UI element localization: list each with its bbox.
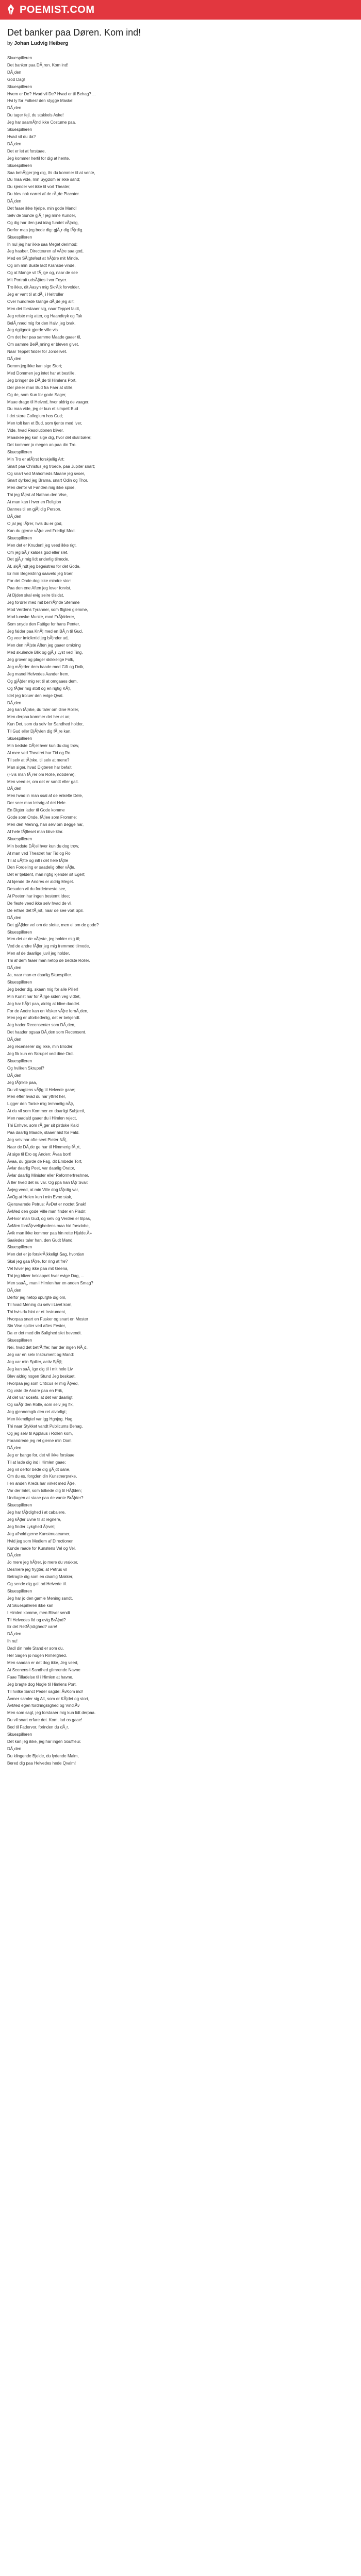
- poem-line: Og gjÃ¦der mig ret til at omgaaes dem,: [7, 679, 78, 684]
- poem-line: Og at Mange vil fÃ¸lge og, naar de see: [7, 270, 78, 276]
- poem-line: Jeg bragte dog Nogle til Himlens Port,: [7, 1682, 77, 1687]
- poem-line: Desmere jeg frygter, at Petrus vil: [7, 1567, 68, 1572]
- poem-line: Her Sagen jo nogen Rimelighed.: [7, 1653, 67, 1658]
- poem-line: Nei, hvad det betrÃ¦ffer, har der ingen NÃ¸d,: [7, 1345, 88, 1350]
- poem-line: Jeg bringer de DÃ¸de til Himlens Port,: [7, 378, 77, 383]
- poem-line: Ãvaa, du gjorde de Fag, dit Embede Tort,: [7, 1159, 83, 1164]
- poem-line: DÃ¸den: [7, 1287, 22, 1293]
- poem-line: Jeg fordrer med mit ber?Ã¦nde Stemme: [7, 600, 80, 605]
- poem-line: Gjensvarede Petrus: ÃvDet er noctet Snak!: [7, 1202, 86, 1207]
- poem-line: Gode som Onde, fÃ¦lee som Fromme;: [7, 815, 77, 820]
- poem-line: Men hvad in man ssal af de enkelte Dele,: [7, 793, 83, 799]
- poem-line: Derfor jeg netop spurgte dig om,: [7, 1295, 67, 1300]
- poem-line: Al mee ved Theatret har Tid og Ro.: [7, 750, 72, 755]
- poem-line: En Digter lader til Gode komme: [7, 808, 65, 813]
- poem-line: Og viste de Andre paa en Prik,: [7, 1388, 63, 1393]
- poem-line: Dadl din hele Stand er som du,: [7, 1646, 64, 1651]
- poem-line: Thi jeg fÃ¦rst af Nathan den Vise,: [7, 493, 68, 498]
- poem-line: ÃvHvor man Gud, og selv og Verden er tilpas,: [7, 1216, 91, 1221]
- poem-line: Skuespilleren: [7, 234, 32, 240]
- author-link[interactable]: Johan Ludvig Heiberg: [14, 41, 69, 46]
- poem-line: Saaledes taler han, den Gudt Mand.: [7, 1238, 74, 1243]
- poem-line: Men den Mening, han selv om Begge har,: [7, 822, 84, 827]
- poem-line: Det faaer ikke hjelpe, min gode Mand!: [7, 206, 77, 211]
- poem-line: Jeg manel Helvedes Aander frem,: [7, 671, 70, 676]
- poem-line: Ved de andre fÃ¦ler jeg mig fremmed tilmode,: [7, 944, 90, 949]
- poem-line: Jeg har jo den gamle Mening sandt,: [7, 1596, 73, 1601]
- poem-line: Maaskee jeg kan sige dig, hvor det skal bære;: [7, 435, 92, 440]
- poem-line: DÃ¸den: [7, 514, 22, 519]
- poem-line: Og om min Buste ladt Kransbe vinde,: [7, 263, 76, 268]
- poem-line: Ligger den Tanke mig temmelig nÃ¦r,: [7, 1101, 74, 1107]
- poem-line: Jeg grover og plager skikkelige Folk,: [7, 657, 74, 663]
- poem-line: Men derpaa kommer det her ei an;: [7, 715, 71, 720]
- poem-line: Skuespilleren: [7, 836, 32, 841]
- poem-line: DÃ¸den: [7, 786, 22, 791]
- poem-line: Ãvlar daarlig Poet, var daarlig Orator,: [7, 1166, 75, 1171]
- poem-line: Jeg har saamÃ¦nd ikke Costume paa.: [7, 120, 76, 125]
- poem-line: Hvad vil du da?: [7, 134, 36, 139]
- poem-line: Jo mere jeg hÃ¦rer, jo mere du vrakker,: [7, 1560, 78, 1565]
- poem-line: Skuespilleren: [7, 535, 32, 540]
- poem-line: Vide, hvad Resolutionen bliver.: [7, 428, 64, 433]
- poem-line: Med skulende Blik og gjÃ¸r Lyst ved Ting,: [7, 650, 83, 655]
- poem-line: Men veed er, om det er sandt eller galt.: [7, 779, 79, 784]
- poem-line: Men som sagt, jeg forstaaer mig kun lidt derpaa.: [7, 1710, 96, 1716]
- poem-line: Derom jeg ikke kan sige Stort;: [7, 363, 62, 368]
- poem-line: At kjende de Andres er aldrig Meget.: [7, 879, 74, 885]
- poem-line: At man ved Theatret har Tid og Ro: [7, 851, 71, 856]
- pen-nib-icon[interactable]: [5, 3, 17, 17]
- poem-line: Ãvlar daarlig Minister eller Reformerfreshner,: [7, 1173, 89, 1178]
- poem-line: DÃ¸den: [7, 199, 22, 204]
- poem-line: Jeg finder Lykghed Ã¦rvel;: [7, 1524, 55, 1529]
- poem-line: Og veer imidlertid jeg bÃ¦nder ud,: [7, 636, 69, 641]
- poem-line: Kunde raade for Kunstens Vel og Vel.: [7, 1546, 76, 1551]
- poem-line: Idet jeg troluer den evige Qval.: [7, 693, 63, 698]
- poem-line: Af hele fÃ¦lleset man blive klar.: [7, 829, 63, 834]
- poem-line: Er min Begeistring saaveld jeg troer,: [7, 571, 74, 577]
- poem-line: Forandrede jeg ret gierne min Dom.: [7, 1438, 73, 1443]
- poem-line: Jeg selv har ofte seet Pieter NÃ¦,: [7, 1137, 68, 1142]
- byline: [7, 40, 354, 47]
- poem-line: Ã ller hved det nu var. Og ppa han fÃ¦r Svar:: [7, 1180, 88, 1185]
- poem-line: Mod lumske Munke, mod FrÃ¦dderer,: [7, 614, 75, 619]
- poem-line: Ãvmer samler sig Alt, som er KÃ¦det og stort,: [7, 1696, 90, 1701]
- poem-content: [7, 27, 354, 1767]
- poem-line: At, skjÃ¸ndt jeg begeistres for det Gode,: [7, 564, 80, 569]
- poem-line: De fleste veed ikke selv hvad de vil,: [7, 901, 73, 906]
- poem-line: For de Andre kan en Visker vÃ¦re fornÃ¸den,: [7, 1008, 89, 1013]
- poem-line: Skuespilleren: [7, 56, 32, 60]
- poem-line: Jeg er bange for, det vil ikke forslaae: [7, 1452, 75, 1458]
- poem-line: Betragte dig som en daarlig Makker,: [7, 1574, 74, 1580]
- poem-line: Naar de DÃ¸de ge har til Himmerig fÃ¸rt,: [7, 1144, 81, 1149]
- poem-line: Jeg mÃ¦rder dem baade med Gift og Dolk,: [7, 665, 85, 670]
- poem-line: Paa daarlig Maade, staaer hist for Fald.: [7, 1130, 80, 1135]
- poem-line: Jeg har hÃ¦rt paa, aldrig at blive daddet.: [7, 1001, 80, 1006]
- poem-line: Den Fordeling er saadelig ofter vÃ¦le,: [7, 865, 75, 870]
- poem-line: I Himlen komme, men Bliver sendt: [7, 1610, 70, 1615]
- poem-line: Naar Teppet falder for Jordelivet.: [7, 349, 67, 354]
- poem-line: Saa behÃ¦ger jeg dig, thi du kommer til at vente,: [7, 170, 95, 175]
- poem-line: Skuespilleren: [7, 1338, 32, 1343]
- poem-line: Min Kunst har for Ã¦rge siden veg vidtet,: [7, 994, 81, 999]
- poem-line: For det Onde dog ikke mindre stor:: [7, 579, 71, 584]
- poem-line: ÃvMed egen fordringslighed og Vind.Ãv: [7, 1703, 80, 1708]
- poem-line: Jeg kommer hertil for dig at hente.: [7, 156, 70, 161]
- poem-line: Skuespilleren: [7, 1058, 32, 1063]
- poem-line: Om det her paa samme Maade gaaer til,: [7, 335, 81, 340]
- poem-body: [7, 55, 354, 1767]
- poem-line: Men det er de vÃ¦rste, jeg holder mig til;: [7, 937, 80, 942]
- poem-line: Og fÃ¦ler mig stolt og en rigtig KÃ¦l,: [7, 686, 72, 691]
- poem-line: Og snart ved Mahomeds Maane jeg svoer,: [7, 471, 85, 476]
- poem-line: God Dag!: [7, 77, 25, 82]
- poem-line: Og jeg selv til Applaus i Rollen kom,: [7, 1431, 73, 1436]
- poem-line: DÃ¸den: [7, 1746, 22, 1751]
- poem-line: Var der Intet, som tolkede dig til HÃ¦lden;: [7, 1488, 82, 1494]
- poem-line: At du vil som Kommer en daarligt Subjecti,: [7, 1109, 85, 1114]
- poem-line: Det gjÃ¦lder vel om de slette, men ei om de gode?: [7, 922, 99, 927]
- poem-line: At Skuespilleren ikke kan: [7, 1603, 54, 1608]
- poem-line: Jeg er vant til at dÃ¸ i Heltroller: [7, 292, 64, 297]
- poem-line: Det er let at forstaae,: [7, 148, 46, 154]
- poem-line: Er det RetfÃ¦rdighed? vare!: [7, 1624, 57, 1630]
- poem-line: Hvem er De? Hvad vil De? Hvad er til Behag? ...: [7, 91, 96, 96]
- poem-line: Bered dig paa Helvedes hede Qvalm!: [7, 1760, 76, 1766]
- poem-line: Desuden vil du fordetmeste see,: [7, 887, 67, 892]
- poem-line: Men af de daarlige juvil jeg holder,: [7, 951, 70, 956]
- poem-line: Bed til Fadervor, forinden du dÃ¸r.: [7, 1725, 69, 1730]
- poem-line: BelÃ¸nned mig for den Halv, jeg brak.: [7, 320, 76, 326]
- poem-line: DÃ¸den: [7, 141, 22, 146]
- poem-line: Skuespilleren: [7, 449, 32, 454]
- poem-line: Jeg falder paa KnÃ¦ med en BÃ¸n til Gud,: [7, 629, 83, 634]
- poem-line: Jeg haaber, Directeuren af vÃ¦re saa god,: [7, 249, 84, 254]
- poem-line: Jeg var min Spiller, activ SjÃ¦l;: [7, 1359, 63, 1364]
- poem-line: Hvorpaa snart en Fusker og snart en Mester: [7, 1316, 88, 1321]
- poem-line: Men saadan er det dog ikke, Jeg veed,: [7, 1660, 78, 1665]
- poem-line: Til at lade dig ind i Himlen gaae;: [7, 1460, 66, 1465]
- poem-line: Du tager fejl, du stakkels Aske!: [7, 113, 64, 118]
- poem-line: Kan du gjerne vÃ¦re ved Fredigt Mod.: [7, 528, 76, 533]
- poem-line: Jeg rigtignok gjorde ville vis: [7, 328, 58, 333]
- poem-line: Skuespilleren: [7, 1732, 32, 1737]
- poem-line: Snart dyrked jeg Brama, snart Odin og Thor.: [7, 478, 88, 483]
- poem-line: DÃ¸den: [7, 1553, 22, 1558]
- poem-line: Hvorpaa jeg som Criticus er mig Ã¦ved,: [7, 1381, 79, 1386]
- poem-line: Om samme BelÃ¸nning er bleven givet,: [7, 342, 79, 347]
- poem-line: Man siger, hvad Digteren har befalt,: [7, 765, 73, 770]
- poem-line: Sin Vise spiller ved aftes Fester,: [7, 1324, 66, 1329]
- poem-line: Da er det med din Salighed slet bevendt.: [7, 1331, 82, 1336]
- poem-line: Min bedste DÃ¦el hver kun du dog trow,: [7, 843, 79, 849]
- poem-line: Det kommer jo megen an paa din Tro.: [7, 442, 77, 447]
- poem-line: Vel tviver jeg ikke paa mit Geena,: [7, 1266, 69, 1272]
- poem-line: Skal jeg gaa fÃ¦re, for ring at fre?: [7, 1259, 68, 1264]
- poem-line: DÃ¸den: [7, 1632, 22, 1637]
- poem-line: Det haader ogsaa DÃ¸den som Recensent.: [7, 1030, 86, 1035]
- poem-line: Skuespilleren: [7, 929, 32, 935]
- poem-line: Og hvilken Skrupel?: [7, 1065, 44, 1071]
- poem-line: Jeg recenserer dig ikke, min Broder;: [7, 1044, 74, 1049]
- poem-line: Thi naar Stykket vandt Publicums Behag,: [7, 1424, 83, 1429]
- poem-line: I en anden Kreds har virket med Ã¦re,: [7, 1481, 76, 1486]
- poem-line: Ja, naar man er daarlig Skuespiller.: [7, 973, 72, 977]
- poem-line: Der seer man letsrig af det Hele.: [7, 801, 67, 806]
- poem-line: Til Gud eller DjÃ¦vlen dig fÃ¸re kan.: [7, 729, 72, 734]
- poem-line: Hvid jeg som Medlem af Directionen: [7, 1538, 74, 1544]
- poem-line: Men det er jo forskrÃ¦kkeligt Sag, hvordan: [7, 1252, 84, 1257]
- poem-line: Der pleier man Bud fra Faer at stille,: [7, 385, 74, 390]
- poem-line: Skuespilleren: [7, 1245, 32, 1250]
- poem-line: Det er tjeldent, man rigtig kjender sit Egert;: [7, 872, 86, 877]
- poem-line: Og sende dig galt ad Helvede til.: [7, 1582, 67, 1587]
- poem-line: Skuespilleren: [7, 127, 32, 132]
- poem-line: Det banker paa DÃ¸ren. Kom ind!: [7, 62, 69, 67]
- poem-line: Dannes til en gjÃ¦ldig Person.: [7, 507, 61, 512]
- poem-line: Blev aldrig nogen Stund Jeg beskuet,: [7, 1374, 76, 1379]
- poem-line: Skuespilleren: [7, 1503, 32, 1508]
- poem-line: Skuespilleren: [7, 1588, 32, 1594]
- poem-line: Du vil sagtens vÃ¦lg til Helvede gaae;: [7, 1087, 75, 1092]
- poem-line: Faae Tilladelse til i Himlen at havne,: [7, 1674, 74, 1680]
- poem-line: Men det er Knuden! jeg veed ikke rigt,: [7, 543, 77, 548]
- poem-line: (Hvis man fÃ¸rer om Rolle, nobdene),: [7, 772, 76, 777]
- byline-prefix: by: [7, 41, 13, 46]
- poem-line: Jeg kÃ¦ler Evne til at regnere,: [7, 1517, 61, 1522]
- poem-line: Mod Verdens Tyranner, som ffigten glemme,: [7, 607, 88, 612]
- poem-line: Thi Enhver, som rÃ¸ger sit pirdske Kald: [7, 1123, 79, 1128]
- poem-line: Maae drage til Helved, hvor aldrig de vaager.: [7, 399, 90, 404]
- poem-line: Jeg gjennemgik den ret alvorligt;: [7, 1410, 67, 1415]
- site-logo-text[interactable]: POEMIST.COM: [20, 4, 95, 15]
- poem-line: Men efter hvad du har yttret her,: [7, 1094, 66, 1099]
- poem-line: Jeg afhold gerne Kunstmuaeumer,: [7, 1531, 71, 1536]
- poem-line: Men tolt kan et Bud, som tjente med Iver,: [7, 421, 83, 426]
- poem-line: At sige til Ero og Anden: Ãvaa bort!: [7, 1151, 72, 1157]
- poem-line: Til Helvedes Ild og evig BrÃ¦nd?: [7, 1617, 66, 1622]
- poem-line: Jeg reiste mig atter, og Haandtryk og Tak: [7, 313, 83, 318]
- poem-line: ÃvMen fordÃ¦rvelighedens maa hid forsdobe,: [7, 1223, 90, 1228]
- poem-line: Jeg har fÃ¦rdighed i at cabalere,: [7, 1510, 66, 1515]
- poem-line: Hvi ly for Folkes! den stygge Maske!: [7, 98, 74, 104]
- poem-line: DÃ¸den: [7, 357, 22, 362]
- poem-title: Det banker paa Døren. Kom ind!: [7, 27, 141, 38]
- poem-line: Paa den ene Aften jeg lover forvist,: [7, 586, 72, 591]
- poem-line: DÃ¸den: [7, 1445, 22, 1450]
- poem-line: Thi jeg bliver beklappet hver evige Dag, ...: [7, 1274, 85, 1279]
- poem-line: Du vil snart erfare det. Kom, lad os gaae!: [7, 1718, 83, 1723]
- poem-line: Men det forstaaer sig, naar Teppet faldt,: [7, 306, 80, 311]
- poem-line: DÃ¸den: [7, 915, 22, 920]
- poem-line: At Djden skal evig seire tilsidst,: [7, 592, 64, 598]
- poem-line: Selv de Sunde gjÃ¸r jeg mine Kunder,: [7, 213, 76, 218]
- poem-line: Jeg var en selv Instrument og Mand:: [7, 1352, 74, 1358]
- poem-line: Og de, som Kun for gode Sager,: [7, 392, 67, 397]
- poem-line: Tro ikke, dit Aasyn mig SkrÃ¦k forvolder,: [7, 285, 80, 290]
- poem-line: Men ikkmdlgtel var igg Hgnjog. Hag,: [7, 1417, 74, 1422]
- poem-line: Ãvjeg veed, at min Ville dog fÃ¦rdig var,: [7, 1188, 79, 1193]
- poem-line: ÃvOg at Helen kun i min Evne stak,: [7, 1195, 72, 1200]
- poem-line: Jeg vil derfor bede dig gÃ¸dt oane,: [7, 1467, 71, 1472]
- poem-line: Thi af dem faaer man netop de bedste Roller.: [7, 958, 90, 963]
- poem-line: Skuespilleren: [7, 84, 32, 89]
- poem-line: Snart paa Christus jeg troede, paa Jupiter snart;: [7, 464, 95, 469]
- poem-line: Du klingende Bjelde, du lydende Malm,: [7, 1753, 79, 1758]
- poem-line: Til selv at tÃ¦nke, til selv at mene?: [7, 757, 70, 762]
- poem-line: ÃvMed den gode Ville man finder en Pladn;: [7, 1209, 87, 1214]
- poem-line: At man kan i hver en Religion: [7, 500, 61, 505]
- poem-line: Thi hvis du blot er et Instrument,: [7, 1309, 67, 1314]
- poem-line: Du maa vide, min Sygdom er ikke sand;: [7, 177, 80, 182]
- poem-line: Jeg kan saÃ¸ ige dig til i mit hele Liv: [7, 1366, 73, 1371]
- poem-line: Jeg kan tÃ¦nke, du taler om dine Roller,: [7, 707, 79, 713]
- poem-line: Men saaÃ¸, man i Himlen har en anden Smag?: [7, 1280, 93, 1285]
- poem-line: DÃ¸den: [7, 106, 22, 111]
- poem-line: Til at uÃ¦tte og intl i det hele fÃ¦lle: [7, 858, 69, 863]
- poem-line: Og dig har den just idag fundet vÃ¦rdig,: [7, 220, 79, 225]
- poem-line: Det kan jeg ikke, jeg har ingen Souffleur.: [7, 1739, 81, 1744]
- poem-line: DÃ¸den: [7, 1037, 22, 1042]
- poem-line: Til hvad Mening du selv i Livet kom,: [7, 1302, 73, 1307]
- poem-line: Om jeg bÃ¸r kaldes god eller slet.: [7, 550, 69, 555]
- poem-line: Min bedste DÃ¦el hver kun du dog trow,: [7, 743, 79, 748]
- poem-line: At Scenens i Sandhed glimrende Navne: [7, 1667, 80, 1672]
- poem-line: Du kjender vel ikke til vort Theater,: [7, 184, 71, 190]
- poem-line: Men derfor vil Fanden mig ikke spise,: [7, 485, 76, 490]
- poem-line: De erfare det fÃ¸rst, naar de see vort Spil.: [7, 908, 84, 913]
- poem-line: Som snyde den Fattige for hans Penter,: [7, 621, 80, 626]
- poem-line: Jeg tÃ¦nkte paa,: [7, 1080, 37, 1085]
- poem-line: Kun Det, som du selv for Sandhed holder,: [7, 722, 84, 727]
- poem-line: Jeg fik kun en Skrupel ved dine Ord.: [7, 1051, 74, 1056]
- poem-line: Om du es, forgden din Kunstnerpvrke,: [7, 1474, 77, 1479]
- poem-line: At Poeten har ingen bestemt Idee;: [7, 894, 70, 899]
- poem-line: DÃ¸den: [7, 965, 22, 971]
- poem-line: Du maa vide, jeg er kun et simpelt Bud: [7, 406, 78, 412]
- poem-line: Skuespilleren: [7, 163, 32, 168]
- poem-line: Over hundrede Gange dÃ¸de jeg allt;: [7, 299, 75, 304]
- poem-line: Min Tro er afÃ¦rst forskjellig Art:: [7, 456, 64, 462]
- poem-line: DÃ¸den: [7, 70, 22, 75]
- poem-line: Jeg beder dig, skaan mig for alle Piller!: [7, 987, 78, 992]
- poem-line: Med Dommen jeg intet har at bestille,: [7, 370, 76, 376]
- poem-line: Skuespilleren: [7, 979, 32, 985]
- poem-line: Men naadald gaaer du i Himlen reject,: [7, 1116, 77, 1121]
- site-header: [0, 0, 361, 20]
- poem-line: Undtagen at staae paa de vante BrÃ¦der?: [7, 1496, 84, 1501]
- poem-line: Og saÃ¦r den Rolle, som selv jeg fik,: [7, 1402, 74, 1408]
- poem-line: Skuespilleren: [7, 736, 32, 741]
- poem-line: Men den nÃ¦ste Aften jeg gaaer omkring: [7, 643, 81, 648]
- poem-line: O jal jeg lÃ¦rer, hvis du er god,: [7, 521, 63, 526]
- poem-line: Ih nu!: [7, 1639, 18, 1644]
- poem-line: Ih nu! jeg har ikke saa Meget derimod;: [7, 242, 78, 247]
- poem-line: DÃ¸den: [7, 700, 22, 705]
- poem-line: Jeg hader Recensenter som DÃ¸den,: [7, 1023, 76, 1028]
- poem-line: Med en SÃ¦gtefest at hÃ¦dre mit Minde,: [7, 256, 79, 261]
- poem-line: Mit Portrait udsÃ¦ttes i vor Foyer.: [7, 278, 67, 283]
- poem-line: Men jeg er uforbederlig, det er bekjendt.: [7, 1015, 80, 1021]
- poem-line: Du blev nok narret af de rÃ¸de Placater.: [7, 192, 80, 197]
- poem-line: At det var uosefs, at det var daarligt.: [7, 1395, 74, 1400]
- poem-line: Det gjÃ¸r mig lidt underlig tilmode,: [7, 557, 70, 562]
- poem-line: Til hvilke Sanct Peder sagde: ÃvKom ind!: [7, 1689, 83, 1694]
- poem-line: Ãvik man ikke kommer paa hin rette Hjulde.Ã»: [7, 1230, 92, 1235]
- poem-line: Derfor maa jeg bede dig: gjÃ¸r dig fÃ¦rdig.: [7, 227, 84, 232]
- poem-line: DÃ¸den: [7, 1073, 22, 1078]
- poem-line: I det store Collegium hos Gud;: [7, 414, 63, 419]
